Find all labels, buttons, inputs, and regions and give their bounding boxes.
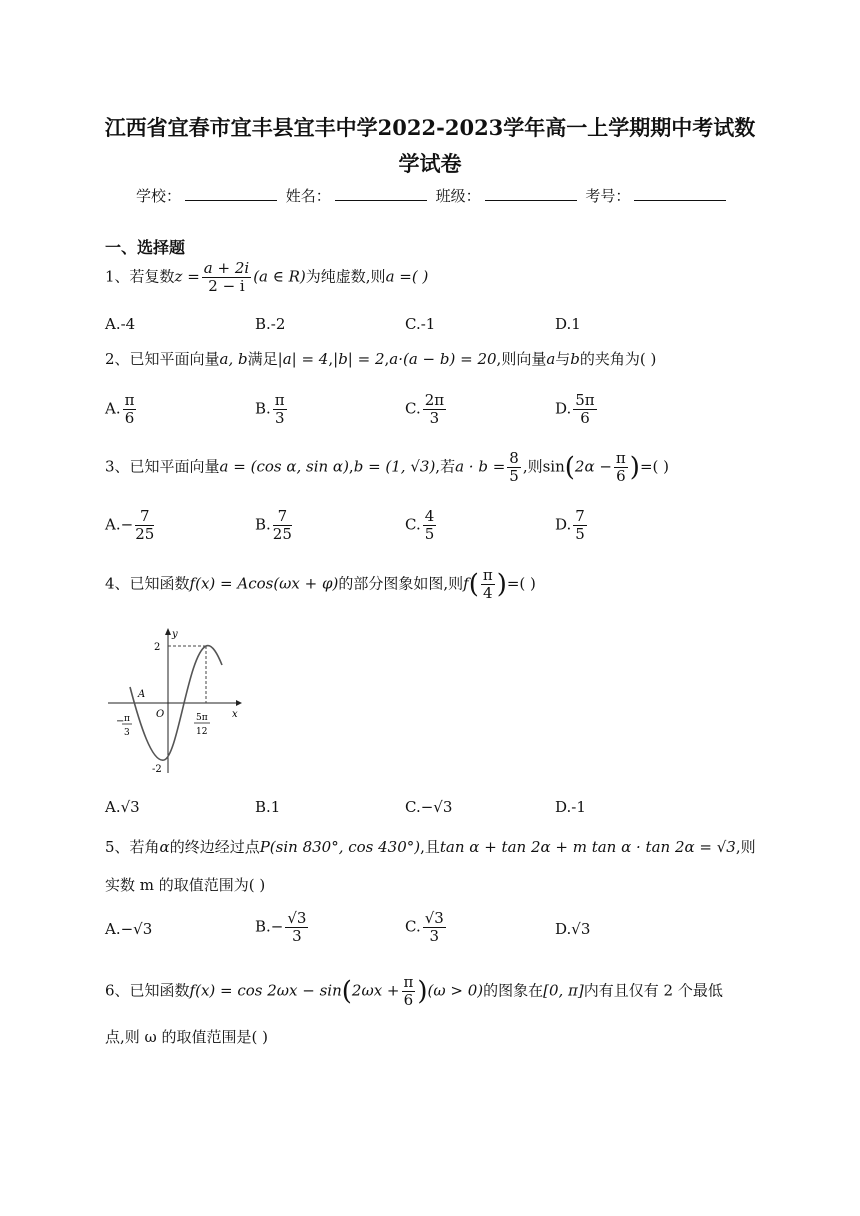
- y-label: y: [172, 629, 178, 640]
- num-label: 考号：: [585, 187, 631, 205]
- q1-option-a: A.-4: [105, 315, 136, 333]
- question-3: 3、已知平面向量a = (cos α, sin α),b = (1, √3),若a · b = $\frac{8}{5}$ ,则sin(2α − $\frac{\pi}{6}$ )=( ): [105, 449, 669, 485]
- question-6: 6、已知函数f(x) = cos 2ωx − sin(2ωx + $\frac{\pi}{6}$ )(ω > 0)的图象在[0, π]内有且仅有 2 个最低: [105, 973, 723, 1009]
- point-a-label: A: [138, 689, 146, 700]
- question-1: 1、若复数z = $\frac{a + 2i}{2 - i}$ (a ∈ R)为纯虚数,则a =( ): [105, 259, 429, 295]
- q2-option-d: D. $\frac{5\pi}{6}$: [555, 391, 595, 427]
- q2-option-c: C. $\frac{2\pi}{3}$: [405, 391, 445, 427]
- q5-option-d: D.√3: [555, 920, 591, 938]
- info-row: [136, 185, 730, 206]
- q1-option-c: C.-1: [405, 315, 436, 333]
- q5-option-b: B.− $\frac{√3}{3}$: [255, 909, 307, 945]
- page-title: 江西省宜春市宜丰县宜丰中学2022-2023学年高一上学期期中考试数: [104, 115, 756, 140]
- q3-option-a: A.− $\frac{7}{25}$: [105, 507, 155, 543]
- q4-option-a: A.√3: [105, 798, 140, 816]
- q4-option-c: C.−√3: [405, 798, 453, 816]
- y-axis-arrow: [165, 628, 171, 635]
- name-blank: [335, 186, 427, 201]
- q3-option-c: C. $\frac{4}{5}$: [405, 507, 435, 543]
- q5-option-c: C. $\frac{√3}{3}$: [405, 909, 444, 945]
- question-5: 5、若角α的终边经过点P(sin 830°, cos 430°),且tan α + tan 2α + m tan α · tan 2α = √3,则: [105, 838, 756, 856]
- q3-option-d: D. $\frac{7}{5}$: [555, 507, 585, 543]
- question-2: 2、已知平面向量a, b满足|a| = 4,|b| = 2,a·(a − b) = 20,则向量a与b的夹角为( ): [105, 350, 657, 368]
- right-tick-den: 12: [196, 727, 208, 737]
- right-tick-num: 5π: [196, 713, 208, 723]
- question-4: 4、已知函数f(x) = Acos(ωx + φ)的部分图象如图,则f( $\frac{\pi}{4}$ )=( ): [105, 566, 536, 602]
- origin-label: O: [156, 709, 165, 720]
- class-blank: [485, 186, 577, 201]
- q3-option-b: B. $\frac{7}{25}$: [255, 507, 292, 543]
- x-axis-arrow: [236, 700, 242, 706]
- page-title-cont: 学试卷: [398, 151, 462, 176]
- q2-option-a: A. $\frac{\pi}{6}$: [105, 391, 135, 427]
- function-graph: [108, 625, 248, 775]
- name-label: 姓名：: [285, 187, 331, 205]
- q4-option-b: B.1: [255, 798, 281, 816]
- section-heading: 一、选择题: [105, 238, 186, 257]
- class-label: 班级：: [435, 187, 481, 205]
- q1-option-d: D.1: [555, 315, 581, 333]
- x-label: x: [232, 709, 238, 720]
- q5-option-a: A.−√3: [105, 920, 153, 938]
- q4-option-d: D.-1: [555, 798, 586, 816]
- question-5-line2: 实数 m 的取值范围为( ): [105, 876, 266, 894]
- q2-option-b: B. $\frac{\pi}{3}$: [255, 391, 285, 427]
- school-label: 学校：: [136, 187, 182, 205]
- school-blank: [185, 186, 277, 201]
- left-tick-den: 3: [124, 728, 130, 738]
- max-label: 2: [154, 642, 161, 653]
- question-6-line2: 点,则 ω 的取值范围是( ): [105, 1028, 269, 1046]
- q1-option-b: B.-2: [255, 315, 286, 333]
- left-tick-sign: −: [116, 716, 125, 727]
- num-blank: [634, 186, 726, 201]
- left-tick-num: π: [124, 714, 130, 724]
- min-label: -2: [152, 764, 162, 775]
